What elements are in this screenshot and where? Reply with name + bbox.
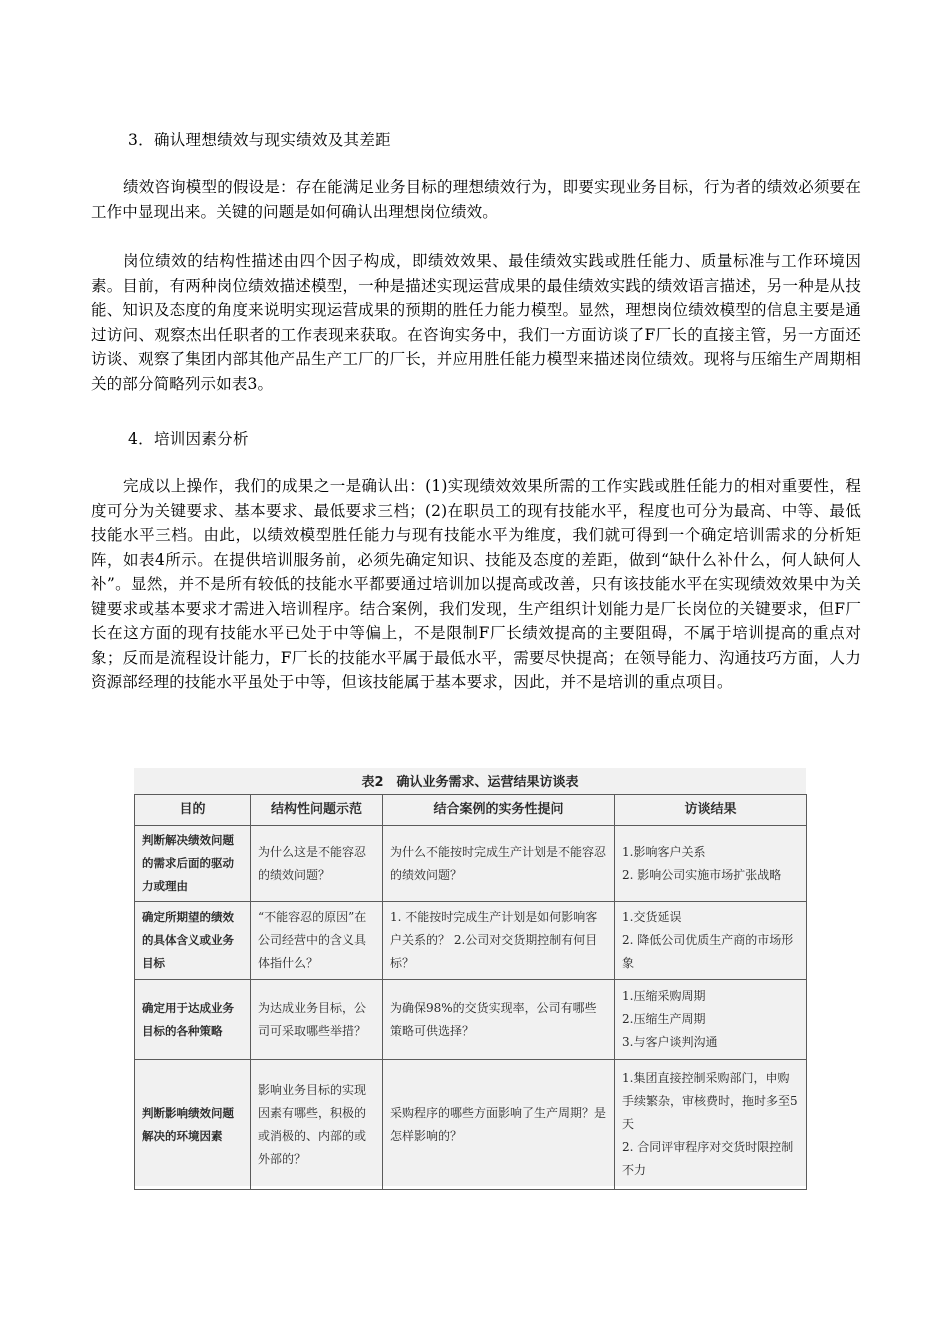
cell-interview-result <box>615 1060 807 1190</box>
section-3-heading: 3．确认理想绩效与现实绩效及其差距 <box>128 131 391 149</box>
table-header-row <box>135 795 807 826</box>
result-line: 1.集团直接控制采购部门，申购手续繁杂，审核费时，拖时多至5天 <box>622 1071 798 1131</box>
table-row <box>135 1060 807 1190</box>
cell-purpose: 判断解决绩效问题的需求后面的驱动力或理由 <box>135 826 251 902</box>
result-line: 2. 影响公司实施市场扩张战略 <box>622 867 782 882</box>
result-line: 1.影响客户关系 <box>622 844 706 859</box>
result-line: 2. 合同评审程序对交货时限控制不力 <box>622 1140 794 1177</box>
header-interview-result: 访谈结果 <box>615 795 807 826</box>
cell-practical-question: 为什么不能按时完成生产计划是不能容忍的绩效问题？ <box>383 826 615 902</box>
interview-table-figure <box>134 768 806 1186</box>
section-3-paragraph-2: 岗位绩效的结构性描述由四个因子构成，即绩效效果、最佳绩效实践或胜任能力、质量标准与工作环境因素。目前，有两种岗位绩效描述模型，一种是描述实现运营成果的最佳绩效实践的绩效语言描述，另一种是从技能、知识及态度的角度来说明实现运营成果的预期的胜任力能力模型。显然，理想岗位绩效模型的信息主要是通过访问、观察杰出任职者的工作表现来获取。在咨询实务中，我们一方面访谈了F厂长的直接主管，另一方面还访谈、观察了集团内部其他产品生产工厂的厂长，并应用胜任能力模型来描述岗位绩效。现将与压缩生产周期相关的部分简略列示如表3。 <box>91 252 861 393</box>
header-purpose: 目的 <box>135 795 251 826</box>
cell-purpose: 确定用于达成业务目标的各种策略 <box>135 980 251 1060</box>
result-line: 2. 降低公司优质生产商的市场形象 <box>622 933 794 970</box>
section-4-heading: 4．培训因素分析 <box>128 430 249 448</box>
cell-structural-question: 为达成业务目标，公司可采取哪些举措？ <box>251 980 383 1060</box>
cell-interview-result <box>615 826 807 902</box>
header-practical-question: 结合案例的实务性提问 <box>383 795 615 826</box>
interview-table <box>134 794 807 1190</box>
cell-purpose: 判断影响绩效问题解决的环境因素 <box>135 1060 251 1190</box>
table-row <box>135 980 807 1060</box>
result-line: 1.压缩采购周期 <box>622 989 706 1003</box>
section-3-paragraph-1: 绩效咨询模型的假设是：存在能满足业务目标的理想绩效行为，即要实现业务目标，行为者的绩效必须要在工作中显现出来。关键的问题是如何确认出理想岗位绩效。 <box>91 178 861 221</box>
cell-practical-question: 采购程序的哪些方面影响了生产周期？是怎样影响的？ <box>383 1060 615 1190</box>
result-line: 2.压缩生产周期 <box>622 1012 706 1026</box>
cell-structural-question: “不能容忍的原因”在公司经营中的含义具体指什么？ <box>251 902 383 980</box>
result-line: 1.交货延误 <box>622 910 682 924</box>
result-line: 3.与客户谈判沟通 <box>622 1035 718 1049</box>
cell-structural-question: 影响业务目标的实现因素有哪些，积极的或消极的、内部的或外部的？ <box>251 1060 383 1190</box>
cell-interview-result <box>615 902 807 980</box>
cell-practical-question: 为确保98%的交货实现率，公司有哪些策略可供选择？ <box>383 980 615 1060</box>
section-4-paragraph-1: 完成以上操作，我们的成果之一是确认出：(1)实现绩效效果所需的工作实践或胜任能力的相对重要性，程度可分为关键要求、基本要求、最低要求三档；(2)在职员工的现有技能水平，程度也可分为最高、中等、最低技能水平三档。由此，以绩效模型胜任能力与现有技能水平为维度，我们就可得到一个确定培训需求的分析矩阵，如表4所示。在提供培训服务前，必须先确定知识、技能及态度的差距，做到“缺什么补什么，何人缺何人补”。显然，并不是所有较低的技能水平都要通过培训加以提高或改善，只有该技能水平在实现绩效效果中为关键要求或基本要求才需进入培训程序。结合案例，我们发现，生产组织计划能力是厂长岗位的关键要求，但F厂长在这方面的现有技能水平已处于中等偏上，不是限制F厂长绩效提高的主要阻碍，不属于培训提高的重点对象；反而是流程设计能力，F厂长的技能水平属于最低水平，需要尽快提高；在领导能力、沟通技巧方面，人力资源部经理的技能水平虽处于中等，但该技能属于基本要求，因此，并不是培训的重点项目。 <box>91 477 861 691</box>
table-title: 表2 确认业务需求、运营结果访谈表 <box>361 775 579 790</box>
table-row <box>135 902 807 980</box>
header-structural-question: 结构性问题示范 <box>251 795 383 826</box>
cell-purpose: 确定所期望的绩效的具体含义或业务目标 <box>135 902 251 980</box>
cell-structural-question: 为什么这是不能容忍的绩效问题？ <box>251 826 383 902</box>
cell-interview-result <box>615 980 807 1060</box>
cell-practical-question: 1. 不能按时完成生产计划是如何影响客户关系的？ 2.公司对交货期控制有何目标？ <box>383 902 615 980</box>
table-row <box>135 826 807 902</box>
